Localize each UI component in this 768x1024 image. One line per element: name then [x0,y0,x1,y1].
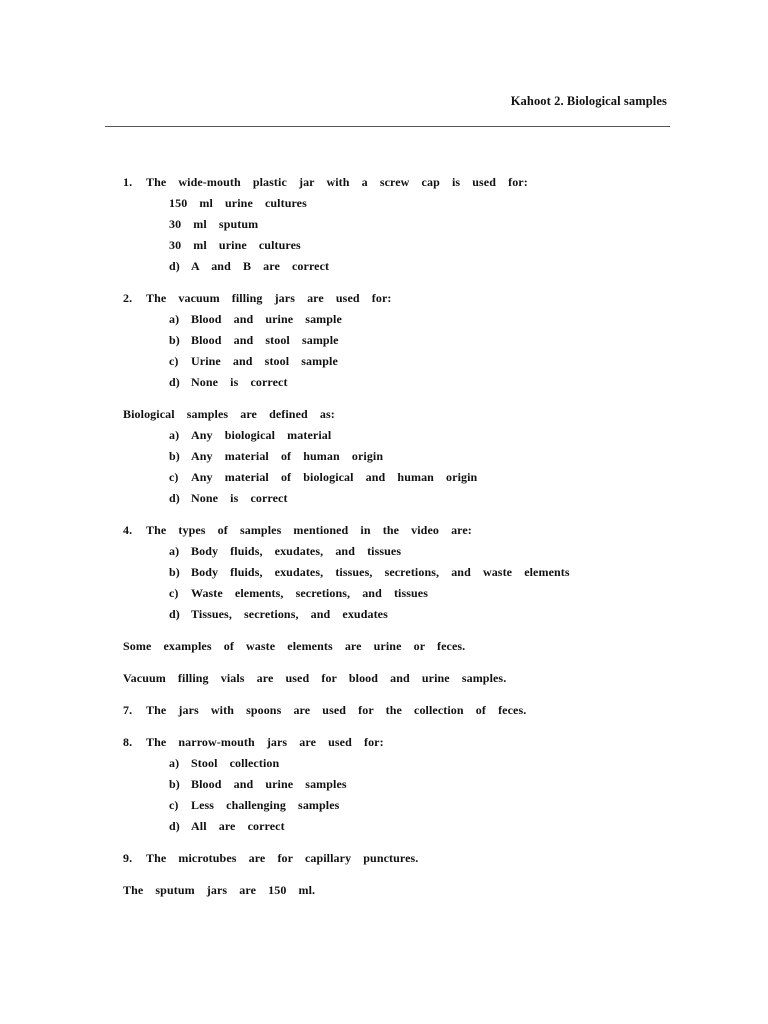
option-letter: a) [169,428,180,442]
answer-option [123,309,683,330]
option-text: Blood and stool sample [191,333,339,347]
option-text: Urine and stool sample [191,354,338,368]
option-text: Waste elements, secretions, and tissues [191,586,428,600]
option-letter: d) [169,375,180,389]
answer-option [123,467,683,488]
answer-option [123,193,683,214]
question-number: 2. [123,291,133,305]
option-letter: b) [169,449,180,463]
answer-option [123,816,683,837]
answer-option [123,235,683,256]
option-letter: d) [169,819,180,833]
answer-option [123,351,683,372]
question-block [123,700,683,721]
question-text: The sputum jars are 150 ml. [123,883,316,897]
option-letter: c) [169,798,179,812]
answer-option [123,562,683,583]
answer-option [123,488,683,509]
question-list [123,172,683,912]
option-text: All are correct [191,819,285,833]
question-line [123,288,683,309]
question-text: The microtubes are for capillary punctures. [146,851,419,865]
option-text: Less challenging samples [191,798,340,812]
question-line [123,636,683,657]
question-block [123,732,683,837]
option-letter: b) [169,777,180,791]
question-line [123,668,683,689]
option-text: 30 ml urine cultures [169,238,301,252]
question-number: 9. [123,851,133,865]
option-text: 150 ml urine cultures [169,196,307,210]
question-block [123,880,683,901]
option-text: None is correct [191,491,288,505]
option-text: Tissues, secretions, and exudates [191,607,388,621]
option-letter: b) [169,333,180,347]
answer-option [123,774,683,795]
question-text: Some examples of waste elements are urine or feces. [123,639,466,653]
question-line [123,700,683,721]
question-text: The wide-mouth plastic jar with a screw cap is used for: [146,175,528,189]
option-letter: d) [169,491,180,505]
answer-option [123,372,683,393]
answer-option [123,330,683,351]
question-block [123,172,683,277]
question-number: 4. [123,523,133,537]
question-block [123,288,683,393]
question-number: 8. [123,735,133,749]
option-text: Any biological material [191,428,332,442]
question-block [123,636,683,657]
option-text: Body fluids, exudates, and tissues [191,544,402,558]
question-block [123,848,683,869]
answer-option [123,795,683,816]
question-line [123,520,683,541]
option-text: Any material of biological and human origin [191,470,478,484]
answer-option [123,446,683,467]
answer-option [123,583,683,604]
question-block [123,520,683,625]
question-line [123,172,683,193]
option-letter: c) [169,586,179,600]
question-block [123,668,683,689]
option-text: None is correct [191,375,288,389]
answer-option [123,425,683,446]
option-letter: b) [169,565,180,579]
option-letter: d) [169,259,180,273]
option-letter: d) [169,607,180,621]
question-line [123,404,683,425]
answer-option [123,214,683,235]
question-text: The jars with spoons are used for the collection of feces. [146,703,527,717]
answer-option [123,541,683,562]
option-text: Any material of human origin [191,449,384,463]
question-text: Vacuum filling vials are used for blood and urine samples. [123,671,507,685]
answer-option [123,604,683,625]
page-header-title: Kahoot 2. Biological samples [510,94,667,108]
option-letter: a) [169,756,180,770]
answer-option [123,753,683,774]
question-line [123,848,683,869]
question-number: 1. [123,175,133,189]
question-line [123,880,683,901]
question-block [123,404,683,509]
question-line [123,732,683,753]
option-text: Body fluids, exudates, tissues, secretions, and waste elements [191,565,570,579]
question-number: 7. [123,703,133,717]
question-text: The types of samples mentioned in the video are: [146,523,472,537]
question-text: Biological samples are defined as: [123,407,335,421]
option-text: 30 ml sputum [169,217,259,231]
question-text: The vacuum filling jars are used for: [146,291,392,305]
answer-option [123,256,683,277]
option-text: A and B are correct [191,259,330,273]
option-letter: c) [169,470,179,484]
option-text: Blood and urine sample [191,312,342,326]
option-text: Stool collection [191,756,280,770]
question-text: The narrow-mouth jars are used for: [146,735,384,749]
header-rule [105,126,670,127]
option-letter: a) [169,544,180,558]
option-text: Blood and urine samples [191,777,347,791]
option-letter: c) [169,354,179,368]
option-letter: a) [169,312,180,326]
